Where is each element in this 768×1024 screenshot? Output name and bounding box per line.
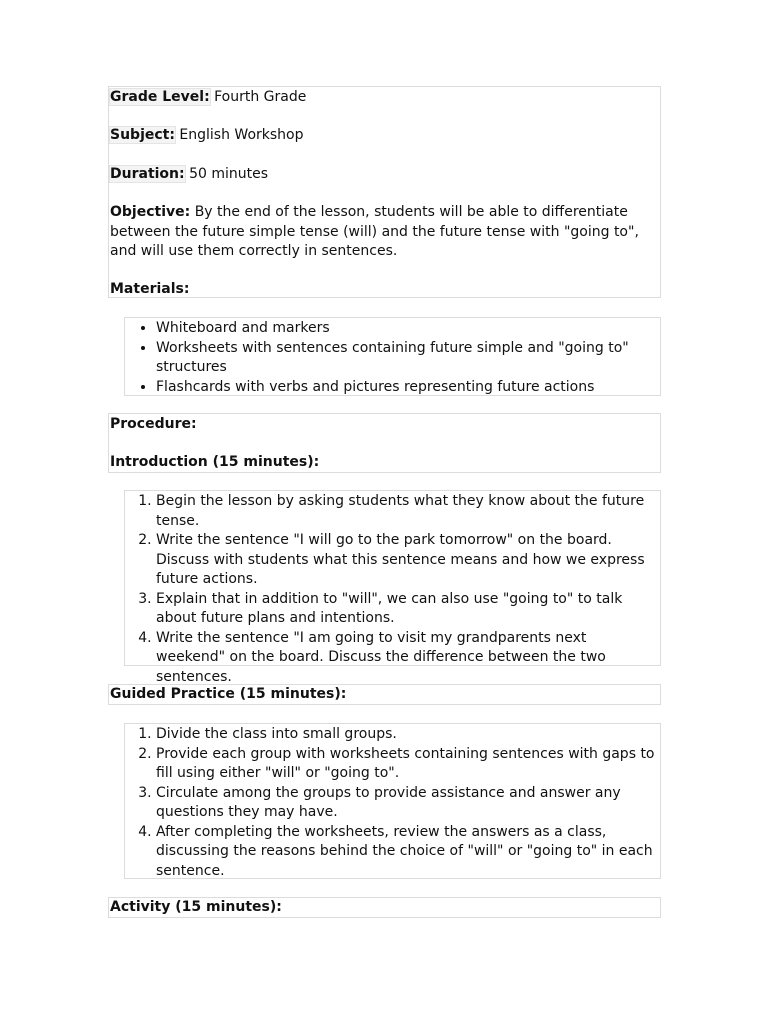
subject-line xyxy=(110,126,660,146)
list-item: • Whiteboard and markers xyxy=(156,319,656,339)
grade-level-value: Fourth Grade xyxy=(214,89,307,105)
guided-practice-list-box xyxy=(124,723,661,879)
procedure-heading: Procedure: xyxy=(110,416,197,432)
list-item: 3. Circulate among the groups to provide assistance and answer any questions they may have. xyxy=(156,784,656,823)
materials-line xyxy=(110,280,660,300)
subject-value: English Workshop xyxy=(179,127,304,143)
guided-practice-heading: Guided Practice (15 minutes): xyxy=(110,686,347,702)
list-item: 2. Provide each group with worksheets containing sentences with gaps to fill using either "will" or "going to". xyxy=(156,745,656,784)
list-item: 1. Divide the class into small groups. xyxy=(156,725,656,745)
duration-label: Duration: xyxy=(110,166,185,182)
objective-label: Objective: xyxy=(110,204,191,220)
materials-label: Materials: xyxy=(110,281,190,297)
introduction-steps xyxy=(125,492,656,687)
list-item: 1. Begin the lesson by asking students what they know about the future tense. xyxy=(156,492,656,531)
activity-heading: Activity (15 minutes): xyxy=(110,899,282,915)
list-item: 4. Write the sentence "I am going to visit my grandparents next weekend" on the board. Discuss the difference between the two sentences. xyxy=(156,629,656,688)
grade-level-label: Grade Level: xyxy=(110,89,210,105)
list-item: • Flashcards with verbs and pictures representing future actions xyxy=(156,378,656,398)
guided-practice-steps xyxy=(125,725,656,881)
materials-list-box xyxy=(124,317,661,396)
subject-label: Subject: xyxy=(110,127,175,143)
materials-list xyxy=(125,319,656,397)
duration-value: 50 minutes xyxy=(189,166,269,182)
procedure-heading-box xyxy=(108,413,661,473)
objective-line xyxy=(110,203,660,262)
list-item: • Worksheets with sentences containing future simple and "going to" structures xyxy=(156,339,656,378)
objective-value: By the end of the lesson, students will be able to differentiate between the future simple tense (will) and the future tense with "going to", and will use them correctly in sentences. xyxy=(110,204,639,259)
lesson-info-block xyxy=(108,86,661,298)
guided-practice-heading-box xyxy=(108,684,661,705)
introduction-heading: Introduction (15 minutes): xyxy=(110,454,320,470)
activity-heading-box xyxy=(108,897,661,918)
introduction-list-box xyxy=(124,490,661,685)
list-item: 3. Explain that in addition to "will", we can also use "going to" to talk about future plans and intentions. xyxy=(156,590,656,629)
grade-level-line xyxy=(110,88,660,108)
list-item: 4. After completing the worksheets, review the answers as a class, discussing the reasons behind the choice of "will" or "going to" in each sentence. xyxy=(156,823,656,882)
list-item: 2. Write the sentence "I will go to the park tomorrow" on the board. Discuss with students what this sentence means and how we express future actions. xyxy=(156,531,656,590)
duration-line xyxy=(110,165,660,185)
